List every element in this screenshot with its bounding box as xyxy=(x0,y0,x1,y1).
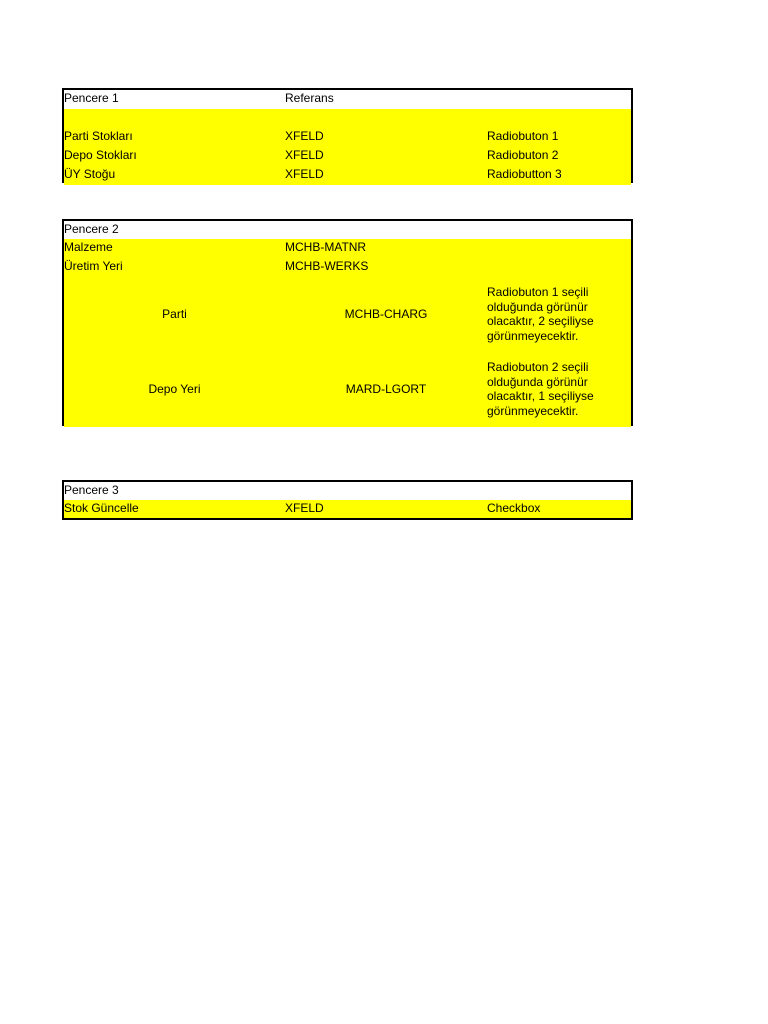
row-ref: XFELD xyxy=(285,167,324,181)
row-ref: XFELD xyxy=(285,148,324,162)
table-row xyxy=(64,239,631,258)
row-name: Parti Stokları xyxy=(64,129,133,143)
row-ref: MCHB-WERKS xyxy=(285,259,369,273)
pencere-2-title: Pencere 2 xyxy=(64,222,119,236)
row-note: Radiobuton 2 xyxy=(487,148,559,162)
row-ref: XFELD xyxy=(285,129,324,143)
row-ref: XFELD xyxy=(285,501,324,515)
pencere-1-header-row xyxy=(64,90,631,109)
row-note: Checkbox xyxy=(487,501,541,515)
row-name: Depo Yeri xyxy=(148,382,201,396)
row-name: Malzeme xyxy=(64,240,113,254)
table-row xyxy=(64,147,631,166)
pencere-1-spacer-row xyxy=(64,109,631,128)
row-ref: MCHB-MATNR xyxy=(285,240,367,254)
row-note: Radiobutton 3 xyxy=(487,167,562,181)
row-note: Radiobuton 1 xyxy=(487,129,559,143)
table-row xyxy=(64,258,631,277)
row-name: Parti xyxy=(162,307,187,321)
pencere-3-header-row xyxy=(64,482,631,500)
row-name: Depo Stokları xyxy=(64,148,137,162)
pencere-3-table xyxy=(62,480,633,520)
table-row xyxy=(64,166,631,185)
pencere-1-table xyxy=(62,88,633,183)
table-row xyxy=(64,128,631,147)
row-name: ÜY Stoğu xyxy=(64,167,116,181)
row-note: Radiobuton 2 seçili olduğunda görünür olacaktır, 1 seçiliyse görünmeyecektir. xyxy=(487,360,594,418)
table-row xyxy=(64,277,631,352)
table-row xyxy=(64,352,631,427)
row-name: Stok Güncelle xyxy=(64,501,139,515)
pencere-2-table xyxy=(62,219,633,426)
pencere-3-title: Pencere 3 xyxy=(64,483,119,497)
row-name: Üretim Yeri xyxy=(64,259,123,273)
row-ref: MCHB-CHARG xyxy=(344,307,428,321)
row-note: Radiobuton 1 seçili olduğunda görünür olacaktır, 2 seçiliyse görünmeyecektir. xyxy=(487,285,594,343)
pencere-2-header-row xyxy=(64,221,631,239)
row-ref: MARD-LGORT xyxy=(345,382,427,396)
referans-header: Referans xyxy=(285,91,334,105)
pencere-1-title: Pencere 1 xyxy=(64,91,119,105)
table-row xyxy=(64,500,631,518)
